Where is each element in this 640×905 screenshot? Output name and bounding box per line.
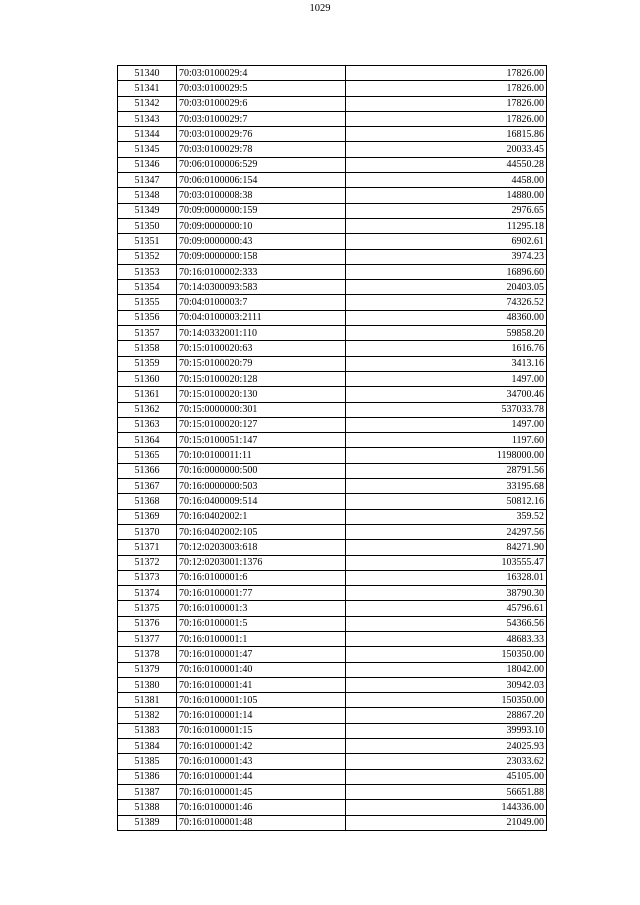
cadastral-number-cell: 70:09:0000000:43: [177, 234, 346, 249]
value-cell: 34700.46: [346, 387, 547, 402]
table-row: [118, 723, 547, 738]
table-row: [118, 127, 547, 142]
value-cell: 359.52: [346, 509, 547, 524]
row-number-cell: 51368: [118, 494, 177, 509]
value-cell: 144336.00: [346, 800, 547, 815]
table-row: [118, 111, 547, 126]
value-cell: 1198000.00: [346, 448, 547, 463]
cadastral-number-cell: 70:10:0100011:11: [177, 448, 346, 463]
value-cell: 3413.16: [346, 356, 547, 371]
value-cell: 17826.00: [346, 96, 547, 111]
value-cell: 20403.05: [346, 280, 547, 295]
cadastral-number-cell: 70:16:0100001:6: [177, 570, 346, 585]
cadastral-number-cell: 70:16:0400009:514: [177, 494, 346, 509]
value-cell: 150350.00: [346, 693, 547, 708]
table-row: [118, 356, 547, 371]
table-row: [118, 142, 547, 157]
cadastral-number-cell: 70:06:0100006:529: [177, 157, 346, 172]
row-number-cell: 51375: [118, 601, 177, 616]
cadastral-number-cell: 70:04:0100003:2111: [177, 310, 346, 325]
table-row: [118, 708, 547, 723]
table-row: [118, 310, 547, 325]
row-number-cell: 51377: [118, 631, 177, 646]
row-number-cell: 51361: [118, 387, 177, 402]
table-row: [118, 157, 547, 172]
table-row: [118, 402, 547, 417]
value-cell: 38790.30: [346, 586, 547, 601]
table-row: [118, 387, 547, 402]
value-cell: 1197.60: [346, 433, 547, 448]
row-number-cell: 51349: [118, 203, 177, 218]
row-number-cell: 51380: [118, 677, 177, 692]
row-number-cell: 51353: [118, 264, 177, 279]
table-row: [118, 433, 547, 448]
value-cell: 150350.00: [346, 647, 547, 662]
row-number-cell: 51384: [118, 739, 177, 754]
cadastral-number-cell: 70:16:0100001:5: [177, 616, 346, 631]
cadastral-number-cell: 70:09:0000000:158: [177, 249, 346, 264]
cadastral-number-cell: 70:15:0100020:63: [177, 341, 346, 356]
cadastral-number-cell: 70:03:0100029:6: [177, 96, 346, 111]
table-row: [118, 249, 547, 264]
cadastral-number-cell: 70:04:0100003:7: [177, 295, 346, 310]
cadastral-number-cell: 70:16:0000000:500: [177, 463, 346, 478]
cadastral-number-cell: 70:03:0100029:76: [177, 127, 346, 142]
value-cell: 4458.00: [346, 173, 547, 188]
table-row: [118, 326, 547, 341]
row-number-cell: 51378: [118, 647, 177, 662]
value-cell: 59858.20: [346, 326, 547, 341]
row-number-cell: 51389: [118, 815, 177, 830]
row-number-cell: 51351: [118, 234, 177, 249]
value-cell: 1497.00: [346, 371, 547, 386]
cadastral-number-cell: 70:16:0100001:3: [177, 601, 346, 616]
cadastral-number-cell: 70:03:0100008:38: [177, 188, 346, 203]
table-row: [118, 570, 547, 585]
cadastral-number-cell: 70:03:0100029:7: [177, 111, 346, 126]
row-number-cell: 51365: [118, 448, 177, 463]
cadastral-number-cell: 70:16:0100001:14: [177, 708, 346, 723]
row-number-cell: 51372: [118, 555, 177, 570]
page-number: 1029: [309, 3, 331, 14]
value-cell: 50812.16: [346, 494, 547, 509]
table-row: [118, 417, 547, 432]
value-cell: 1616.76: [346, 341, 547, 356]
cadastral-number-cell: 70:16:0100001:105: [177, 693, 346, 708]
table-row: [118, 601, 547, 616]
row-number-cell: 51363: [118, 417, 177, 432]
row-number-cell: 51362: [118, 402, 177, 417]
value-cell: 16815.86: [346, 127, 547, 142]
row-number-cell: 51367: [118, 479, 177, 494]
table-row: [118, 616, 547, 631]
table-row: [118, 754, 547, 769]
value-cell: 16328.01: [346, 570, 547, 585]
value-cell: 23033.62: [346, 754, 547, 769]
cadastral-number-cell: 70:16:0402002:1: [177, 509, 346, 524]
value-cell: 6902.61: [346, 234, 547, 249]
row-number-cell: 51345: [118, 142, 177, 157]
table-row: [118, 815, 547, 830]
table-body: [118, 66, 547, 831]
table-row: [118, 280, 547, 295]
value-cell: 28791.56: [346, 463, 547, 478]
row-number-cell: 51379: [118, 662, 177, 677]
row-number-cell: 51340: [118, 66, 177, 81]
cadastral-number-cell: 70:15:0100051:147: [177, 433, 346, 448]
row-number-cell: 51342: [118, 96, 177, 111]
row-number-cell: 51360: [118, 371, 177, 386]
value-cell: 24025.93: [346, 739, 547, 754]
row-number-cell: 51369: [118, 509, 177, 524]
table-row: [118, 218, 547, 233]
cadastral-number-cell: 70:16:0100001:42: [177, 739, 346, 754]
cadastral-number-cell: 70:16:0000000:503: [177, 479, 346, 494]
cadastral-number-cell: 70:06:0100006:154: [177, 173, 346, 188]
cadastral-number-cell: 70:16:0100001:77: [177, 586, 346, 601]
value-cell: 48360.00: [346, 310, 547, 325]
cadastral-number-cell: 70:12:0203003:618: [177, 540, 346, 555]
row-number-cell: 51348: [118, 188, 177, 203]
row-number-cell: 51343: [118, 111, 177, 126]
value-cell: 39993.10: [346, 723, 547, 738]
table-row: [118, 173, 547, 188]
table-row: [118, 463, 547, 478]
value-cell: 24297.56: [346, 524, 547, 539]
value-cell: 44550.28: [346, 157, 547, 172]
value-cell: 11295.18: [346, 218, 547, 233]
cadastral-number-cell: 70:15:0000000:301: [177, 402, 346, 417]
value-cell: 537033.78: [346, 402, 547, 417]
value-cell: 2976.65: [346, 203, 547, 218]
row-number-cell: 51381: [118, 693, 177, 708]
value-cell: 45105.00: [346, 769, 547, 784]
cadastral-number-cell: 70:16:0100001:41: [177, 677, 346, 692]
row-number-cell: 51354: [118, 280, 177, 295]
value-cell: 3974.23: [346, 249, 547, 264]
table-row: [118, 555, 547, 570]
row-number-cell: 51358: [118, 341, 177, 356]
cadastral-number-cell: 70:16:0100001:45: [177, 784, 346, 799]
table-row: [118, 524, 547, 539]
value-cell: 48683.33: [346, 631, 547, 646]
cadastral-number-cell: 70:16:0100001:44: [177, 769, 346, 784]
row-number-cell: 51364: [118, 433, 177, 448]
cadastral-number-cell: 70:16:0402002:105: [177, 524, 346, 539]
value-cell: 14880.00: [346, 188, 547, 203]
value-cell: 54366.56: [346, 616, 547, 631]
cadastral-number-cell: 70:16:0100001:46: [177, 800, 346, 815]
value-cell: 28867.20: [346, 708, 547, 723]
cadastral-number-cell: 70:16:0100001:48: [177, 815, 346, 830]
table-row: [118, 188, 547, 203]
table-row: [118, 203, 547, 218]
cadastral-number-cell: 70:14:0332001:110: [177, 326, 346, 341]
row-number-cell: 51370: [118, 524, 177, 539]
cadastral-number-cell: 70:15:0100020:128: [177, 371, 346, 386]
value-cell: 45796.61: [346, 601, 547, 616]
row-number-cell: 51344: [118, 127, 177, 142]
table-row: [118, 800, 547, 815]
cadastral-number-cell: 70:15:0100020:130: [177, 387, 346, 402]
cadastral-number-cell: 70:15:0100020:127: [177, 417, 346, 432]
cadastral-number-cell: 70:16:0100001:1: [177, 631, 346, 646]
table-row: [118, 264, 547, 279]
cadastral-number-cell: 70:14:0300093:583: [177, 280, 346, 295]
value-cell: 56651.88: [346, 784, 547, 799]
cadastral-number-cell: 70:12:0203001:1376: [177, 555, 346, 570]
value-cell: 17826.00: [346, 111, 547, 126]
table-row: [118, 662, 547, 677]
value-cell: 18042.00: [346, 662, 547, 677]
table-row: [118, 494, 547, 509]
row-number-cell: 51356: [118, 310, 177, 325]
cadastral-number-cell: 70:16:0100001:43: [177, 754, 346, 769]
cadastral-number-cell: 70:09:0000000:10: [177, 218, 346, 233]
table-row: [118, 693, 547, 708]
table-row: [118, 448, 547, 463]
table-row: [118, 295, 547, 310]
cadastral-number-cell: 70:03:0100029:5: [177, 81, 346, 96]
value-cell: 21049.00: [346, 815, 547, 830]
value-cell: 1497.00: [346, 417, 547, 432]
row-number-cell: 51385: [118, 754, 177, 769]
table-row: [118, 341, 547, 356]
row-number-cell: 51388: [118, 800, 177, 815]
table-row: [118, 540, 547, 555]
table-row: [118, 371, 547, 386]
cadastral-number-cell: 70:03:0100029:4: [177, 66, 346, 81]
table-row: [118, 784, 547, 799]
data-table: [117, 65, 547, 831]
value-cell: 33195.68: [346, 479, 547, 494]
row-number-cell: 51387: [118, 784, 177, 799]
value-cell: 16896.60: [346, 264, 547, 279]
row-number-cell: 51382: [118, 708, 177, 723]
row-number-cell: 51352: [118, 249, 177, 264]
row-number-cell: 51350: [118, 218, 177, 233]
row-number-cell: 51374: [118, 586, 177, 601]
table-row: [118, 509, 547, 524]
value-cell: 103555.47: [346, 555, 547, 570]
row-number-cell: 51341: [118, 81, 177, 96]
value-cell: 84271.90: [346, 540, 547, 555]
table-row: [118, 234, 547, 249]
row-number-cell: 51359: [118, 356, 177, 371]
cadastral-number-cell: 70:16:0100001:47: [177, 647, 346, 662]
table-row: [118, 631, 547, 646]
cadastral-number-cell: 70:16:0100001:15: [177, 723, 346, 738]
table-row: [118, 739, 547, 754]
row-number-cell: 51383: [118, 723, 177, 738]
cadastral-number-cell: 70:16:0100002:333: [177, 264, 346, 279]
value-cell: 17826.00: [346, 66, 547, 81]
row-number-cell: 51357: [118, 326, 177, 341]
table-row: [118, 81, 547, 96]
row-number-cell: 51386: [118, 769, 177, 784]
table-row: [118, 647, 547, 662]
row-number-cell: 51346: [118, 157, 177, 172]
table-row: [118, 586, 547, 601]
table-row: [118, 769, 547, 784]
table-row: [118, 66, 547, 81]
cadastral-number-cell: 70:03:0100029:78: [177, 142, 346, 157]
value-cell: 30942.03: [346, 677, 547, 692]
table-row: [118, 677, 547, 692]
cadastral-number-cell: 70:15:0100020:79: [177, 356, 346, 371]
row-number-cell: 51355: [118, 295, 177, 310]
value-cell: 17826.00: [346, 81, 547, 96]
cadastral-number-cell: 70:09:0000000:159: [177, 203, 346, 218]
row-number-cell: 51347: [118, 173, 177, 188]
value-cell: 20033.45: [346, 142, 547, 157]
row-number-cell: 51376: [118, 616, 177, 631]
row-number-cell: 51373: [118, 570, 177, 585]
cadastral-number-cell: 70:16:0100001:40: [177, 662, 346, 677]
row-number-cell: 51371: [118, 540, 177, 555]
table-row: [118, 479, 547, 494]
row-number-cell: 51366: [118, 463, 177, 478]
table-row: [118, 96, 547, 111]
value-cell: 74326.52: [346, 295, 547, 310]
